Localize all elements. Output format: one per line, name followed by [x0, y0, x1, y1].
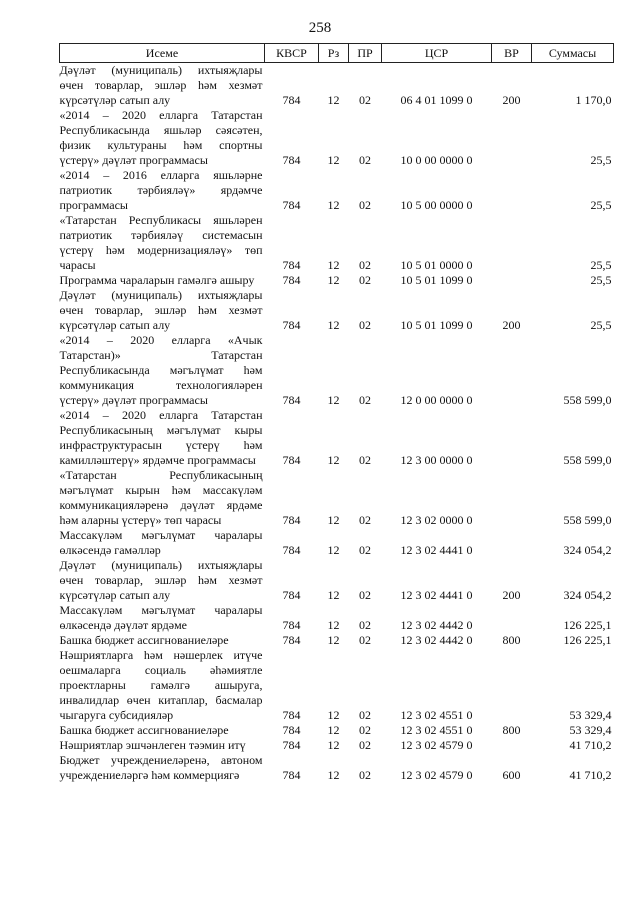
- table-row: [60, 603, 614, 633]
- row-sum: 25,5: [590, 258, 612, 272]
- table-row: [60, 738, 614, 753]
- row-vr: 800: [502, 633, 521, 647]
- row-vr: [492, 168, 532, 213]
- budget-table: [59, 43, 614, 783]
- table-row: [60, 333, 614, 408]
- table-row: [60, 468, 614, 528]
- row-pr: 02: [359, 633, 371, 647]
- row-kvsr: 784: [282, 708, 301, 722]
- row-rz: 12: [327, 513, 340, 527]
- row-name: Нәшриятлар эшчәнлеген тәэмин итү: [59, 738, 246, 752]
- row-csr: 12 3 02 0000 0: [400, 513, 473, 527]
- row-vr: 600: [502, 768, 521, 782]
- row-pr: 02: [359, 93, 371, 107]
- row-kvsr: 784: [282, 318, 301, 332]
- row-pr: 02: [359, 153, 371, 167]
- row-csr: 12 3 02 4551 0: [400, 708, 473, 722]
- row-name: «2014 – 2020 елларга Татарстан Республикасында яшьләр сәясәтен, физик культураны һәм спортны үстерү» дәүләт программасы: [59, 108, 263, 167]
- row-rz: 12: [327, 93, 340, 107]
- row-vr: [492, 108, 532, 168]
- row-name: Нәшриятларга һәм нәшерлек итүче оешмаларга социаль әһәмиятле проектларны гамәлгә ашыруга, инвалидлар өчен китаплар, басмалар чыгаруга субсидияләр: [59, 648, 263, 722]
- row-name: «Татарстан Республикасы яшьләрен патриотик тәрбияләү системасын үстерү һәм модернизацияләү» төп чарасы: [59, 213, 263, 272]
- row-rz: 12: [327, 618, 340, 632]
- row-csr: 12 3 00 0000 0: [400, 453, 473, 467]
- row-pr: 02: [359, 273, 371, 287]
- row-name: Программа чараларын гамәлгә ашыру: [59, 273, 255, 287]
- header-kvsr: КВСР: [265, 44, 319, 63]
- row-pr: 02: [359, 198, 371, 212]
- row-name: «2014 – 2020 елларга «Ачык Татарстан)» Татарстан Республикасында мәгълүмат һәм коммуникация технологияләрен үстерү» дәүләт программасы: [59, 333, 263, 407]
- row-sum: 53 329,4: [569, 708, 612, 722]
- row-name: Массакүләм мәгълүмат чаралары өлкәсендә гамәлләр: [59, 528, 263, 557]
- row-pr: 02: [359, 588, 371, 602]
- row-kvsr: 784: [282, 198, 301, 212]
- row-csr: 12 3 02 4579 0: [400, 738, 473, 752]
- row-csr: 10 5 00 0000 0: [400, 198, 473, 212]
- row-csr: 10 0 00 0000 0: [400, 153, 473, 167]
- row-kvsr: 784: [282, 258, 301, 272]
- table-row: [60, 168, 614, 213]
- table-header-row: [60, 44, 614, 63]
- row-pr: 02: [359, 543, 371, 557]
- row-sum: 1 170,0: [575, 93, 612, 107]
- table-row: [60, 108, 614, 168]
- row-rz: 12: [327, 768, 340, 782]
- row-vr: 200: [502, 588, 521, 602]
- row-rz: 12: [327, 708, 340, 722]
- row-csr: 12 3 02 4441 0: [400, 588, 473, 602]
- row-vr: 200: [502, 93, 521, 107]
- row-csr: 10 5 01 0000 0: [400, 258, 473, 272]
- row-sum: 41 710,2: [569, 738, 612, 752]
- row-vr: [492, 333, 532, 408]
- row-vr: [492, 603, 532, 633]
- row-rz: 12: [327, 198, 340, 212]
- row-kvsr: 784: [282, 588, 301, 602]
- row-sum: 25,5: [590, 198, 612, 212]
- row-sum: 558 599,0: [563, 453, 612, 467]
- table-row: [60, 558, 614, 603]
- row-pr: 02: [359, 513, 371, 527]
- row-rz: 12: [327, 543, 340, 557]
- row-kvsr: 784: [282, 273, 301, 287]
- table-row: [60, 408, 614, 468]
- row-rz: 12: [327, 153, 340, 167]
- row-vr: 200: [502, 318, 521, 332]
- row-name: Дәүләт (муниципаль) ихтыяҗлары өчен товарлар, эшләр һәм хезмәт күрсәтүләр сатып алу: [59, 288, 263, 332]
- row-pr: 02: [359, 453, 371, 467]
- row-vr: [492, 468, 532, 528]
- row-name: «2014 – 2020 елларга Татарстан Республикасының мәгълүмат кыры инфраструктурасын үстерү һәм камилләштерү» ярдәмче программасы: [59, 408, 263, 467]
- table-row: [60, 213, 614, 273]
- row-kvsr: 784: [282, 723, 301, 737]
- row-rz: 12: [327, 738, 340, 752]
- row-pr: 02: [359, 738, 371, 752]
- table-row: [60, 753, 614, 783]
- row-name: Дәүләт (муниципаль) ихтыяҗлары өчен товарлар, эшләр һәм хезмәт күрсәтүләр сатып алу: [59, 63, 263, 107]
- row-csr: 12 3 02 4579 0: [400, 768, 473, 782]
- row-csr: 10 5 01 1099 0: [400, 273, 473, 287]
- row-vr: [492, 213, 532, 273]
- row-pr: 02: [359, 768, 371, 782]
- row-vr: [492, 273, 532, 288]
- header-csr: ЦСР: [382, 44, 492, 63]
- table-row: [60, 633, 614, 648]
- row-name: Массакүләм мәгълүмат чаралары өлкәсендә дәүләт ярдәме: [59, 603, 263, 632]
- row-csr: 10 5 01 1099 0: [400, 318, 473, 332]
- row-sum: 558 599,0: [563, 393, 612, 407]
- table-row: [60, 723, 614, 738]
- header-name: Исеме: [60, 44, 265, 63]
- header-vr: ВР: [492, 44, 532, 63]
- table-row: [60, 273, 614, 288]
- row-name: Башка бюджет ассигнованиеләре: [59, 723, 229, 737]
- table-row: [60, 63, 614, 109]
- row-name: Бюджет учреждениеләренә, автоном учреждениеләргә һәм коммерциягә: [59, 753, 263, 782]
- row-kvsr: 784: [282, 618, 301, 632]
- row-csr: 12 3 02 4441 0: [400, 543, 473, 557]
- row-name: Дәүләт (муниципаль) ихтыяҗлары өчен товарлар, эшләр һәм хезмәт күрсәтүләр сатып алу: [59, 558, 263, 602]
- row-sum: 324 054,2: [563, 588, 612, 602]
- header-sum: Суммасы: [532, 44, 614, 63]
- row-kvsr: 784: [282, 738, 301, 752]
- row-pr: 02: [359, 258, 371, 272]
- row-kvsr: 784: [282, 543, 301, 557]
- table-row: [60, 528, 614, 558]
- row-vr: [492, 738, 532, 753]
- row-sum: 558 599,0: [563, 513, 612, 527]
- row-name: Башка бюджет ассигнованиеләре: [59, 633, 229, 647]
- row-kvsr: 784: [282, 93, 301, 107]
- row-name: «Татарстан Республикасының мәгълүмат кырын һәм массакүләм коммуникацияләренә дәүләт ярдәме һәм аларны үстерү» төп чарасы: [59, 468, 263, 527]
- row-kvsr: 784: [282, 633, 301, 647]
- row-kvsr: 784: [282, 453, 301, 467]
- row-pr: 02: [359, 393, 371, 407]
- header-pr: ПР: [349, 44, 382, 63]
- row-csr: 12 3 02 4551 0: [400, 723, 473, 737]
- row-pr: 02: [359, 723, 371, 737]
- row-kvsr: 784: [282, 768, 301, 782]
- row-sum: 25,5: [590, 273, 612, 287]
- row-vr: [492, 648, 532, 723]
- row-vr: [492, 528, 532, 558]
- page-number: 258: [308, 20, 332, 36]
- row-rz: 12: [327, 633, 340, 647]
- row-csr: 12 3 02 4442 0: [400, 633, 473, 647]
- row-csr: 06 4 01 1099 0: [400, 93, 473, 107]
- row-rz: 12: [327, 588, 340, 602]
- row-rz: 12: [327, 453, 340, 467]
- row-vr: [492, 408, 532, 468]
- row-sum: 126 225,1: [563, 633, 612, 647]
- table-row: [60, 288, 614, 333]
- row-pr: 02: [359, 618, 371, 632]
- row-rz: 12: [327, 273, 340, 287]
- row-rz: 12: [327, 318, 340, 332]
- row-rz: 12: [327, 258, 340, 272]
- row-sum: 41 710,2: [569, 768, 612, 782]
- row-name: «2014 – 2016 елларга яшьләрне патриотик тәрбияләү» ярдәмче программасы: [59, 168, 263, 212]
- row-sum: 25,5: [590, 318, 612, 332]
- row-rz: 12: [327, 393, 340, 407]
- row-csr: 12 3 02 4442 0: [400, 618, 473, 632]
- row-sum: 25,5: [590, 153, 612, 167]
- row-rz: 12: [327, 723, 340, 737]
- row-pr: 02: [359, 708, 371, 722]
- row-kvsr: 784: [282, 513, 301, 527]
- header-rz: Рз: [319, 44, 349, 63]
- row-sum: 324 054,2: [563, 543, 612, 557]
- row-csr: 12 0 00 0000 0: [400, 393, 473, 407]
- table-row: [60, 648, 614, 723]
- row-sum: 126 225,1: [563, 618, 612, 632]
- row-kvsr: 784: [282, 153, 301, 167]
- row-kvsr: 784: [282, 393, 301, 407]
- row-pr: 02: [359, 318, 371, 332]
- row-sum: 53 329,4: [569, 723, 612, 737]
- row-vr: 800: [502, 723, 521, 737]
